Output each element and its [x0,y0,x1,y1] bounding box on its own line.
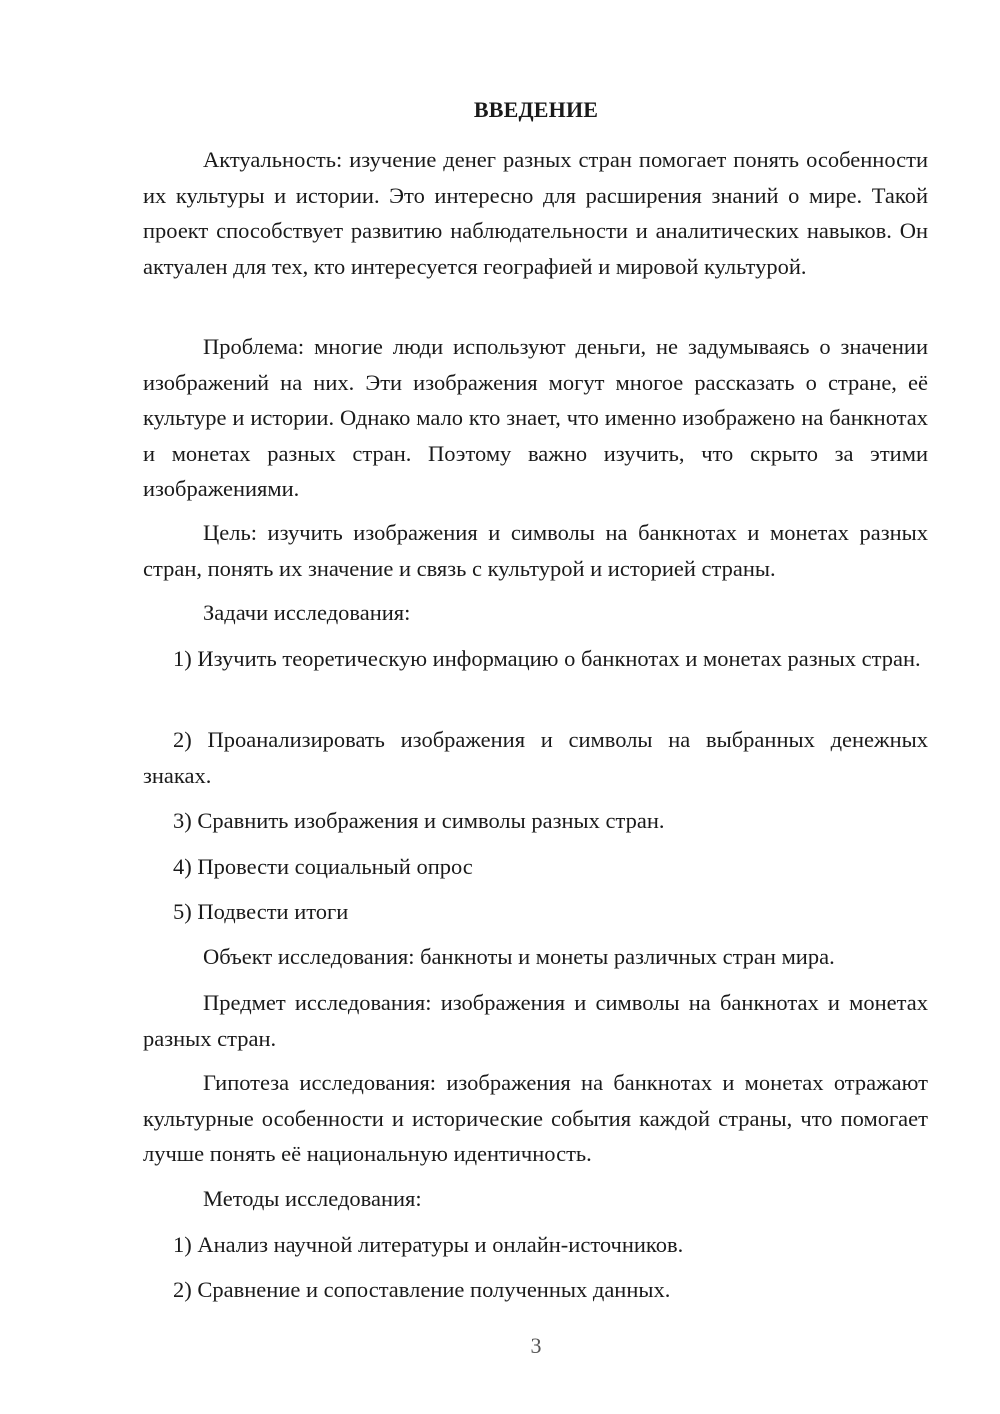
method-item-1: 1) Анализ научной литературы и онлайн-источников. [173,1232,684,1257]
relevance-paragraph: Актуальность: изучение денег разных стран помогает понять особенности их культуры и истории. Это интересно для расширения знаний о мире. Такой проект способствует развитию наблюдательности и аналитических навыков. Он актуален для тех, кто интересуется географией и мировой культурой. [143,147,928,279]
task-item-3: 3) Сравнить изображения и символы разных стран. [173,808,665,833]
page-title: ВВЕДЕНИЕ [473,97,599,122]
task-item-5: 5) Подвести итоги [173,899,349,924]
subject-paragraph: Предмет исследования: изображения и символы на банкнотах и монетах разных стран. [143,990,928,1051]
page-number: 3 [530,1333,542,1358]
object-paragraph: Объект исследования: банкноты и монеты различных стран мира. [203,944,835,969]
task-item-4: 4) Провести социальный опрос [173,854,473,879]
goal-paragraph: Цель: изучить изображения и символы на банкнотах и монетах разных стран, понять их значение и связь с культурой и историей страны. [143,520,928,581]
method-item-2: 2) Сравнение и сопоставление полученных данных. [173,1277,671,1302]
hypothesis-paragraph: Гипотеза исследования: изображения на банкнотах и монетах отражают культурные особенности и исторические события каждой страны, что помогает лучше понять её национальную идентичность. [143,1070,928,1166]
problem-paragraph: Проблема: многие люди используют деньги, не задумываясь о значении изображений на них. Эти изображения могут многое рассказать о стране, её культуре и истории. Однако мало кто знает, что именно изображено на банкнотах и монетах разных стран. Поэтому важно изучить, что скрыто за этими изображениями. [143,334,928,501]
tasks-heading: Задачи исследования: [203,600,411,625]
task-item-1: 1) Изучить теоретическую информацию о банкнотах и монетах разных стран. [173,646,921,671]
methods-heading: Методы исследования: [203,1186,422,1211]
task-item-2: 2) Проанализировать изображения и символы на выбранных денежных знаках. [143,727,928,788]
